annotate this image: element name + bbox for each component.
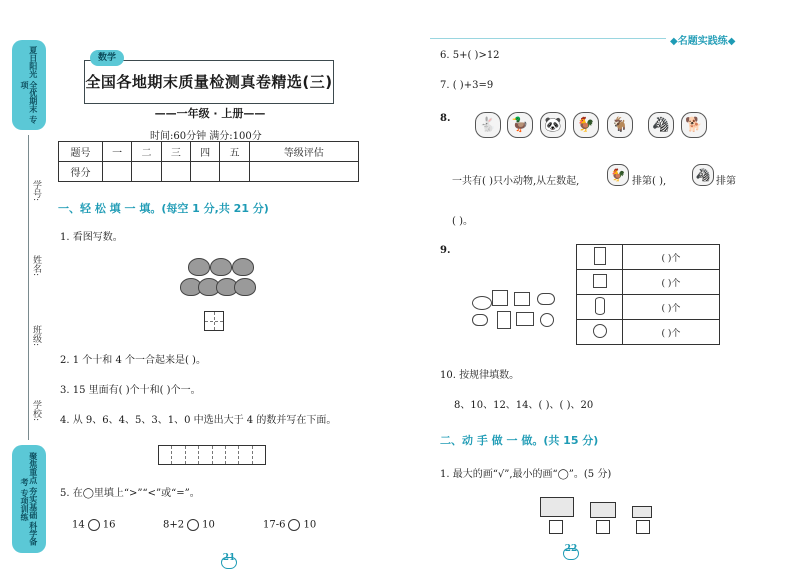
question-2: 2. 1 个十和 4 个一合起来是( )。 (60, 355, 206, 366)
compare-right: 16 (102, 519, 116, 531)
duck-icon: 🦆 (507, 112, 533, 138)
score-row-label: 得分 (59, 162, 103, 182)
sidebar-label-name: 姓名: (31, 255, 41, 277)
answer-box-q1[interactable] (204, 311, 224, 331)
answer-box-truck-2[interactable] (596, 520, 610, 534)
page-number-left: 21 (219, 553, 239, 567)
dog-icon: 🐕 (681, 112, 707, 138)
sidebar-top-badge: 夏日阳光 全优期末 专项 (12, 40, 46, 130)
medium-truck-icon (590, 502, 616, 518)
question-10-sequence: 8、10、12、14、( )、( )、20 (454, 400, 594, 411)
score-table (58, 141, 359, 182)
compare-item-1 (72, 519, 115, 531)
panda-icon: 🐼 (540, 112, 566, 138)
answer-grid-q4[interactable] (158, 445, 266, 465)
question-9-label: 9. (440, 245, 451, 256)
bird-icon (210, 258, 232, 276)
question-5: 5. 在◯里填上“>”“<”或“=”。 (60, 488, 200, 499)
cube-icon (514, 292, 530, 306)
question-8-text-3: 排第 (716, 176, 736, 187)
score-cell[interactable] (103, 162, 132, 182)
score-cell[interactable] (132, 162, 161, 182)
zebra-icon: 🦓 (648, 112, 674, 138)
question-4: 4. 从 9、6、4、5、3、1、0 中选出大于 4 的数并写在下面。 (60, 415, 337, 426)
compare-right: 10 (202, 519, 215, 531)
question-8-text: 一共有( )只小动物,从左数起, (452, 176, 580, 187)
sidebar-label-class: 班级: (31, 325, 41, 347)
cylinder-icon (537, 293, 555, 305)
question-8-label: 8. (440, 113, 451, 124)
cylinder-icon (472, 296, 492, 310)
answer-box-truck-3[interactable] (636, 520, 650, 534)
subject-badge: 数学 (90, 50, 124, 66)
cylinder-icon (472, 314, 488, 326)
cube-icon (492, 290, 508, 306)
cuboid-icon (516, 312, 534, 326)
sphere-icon (593, 324, 607, 338)
question-11: 1. 最大的画“√”,最小的画“◯”。(5 分) (440, 469, 612, 480)
cylinder-icon (595, 297, 605, 315)
count-cell[interactable]: ( )个 (623, 270, 720, 295)
score-cell[interactable] (190, 162, 219, 182)
goat-icon: 🐐 (607, 112, 633, 138)
question-8-text-4: ( )。 (452, 216, 473, 227)
bird-icon (234, 278, 256, 296)
section-2-heading: 二、动 手 做 一 做。(共 15 分) (440, 434, 599, 447)
question-10: 10. 按规律填数。 (440, 370, 520, 381)
count-cell[interactable]: ( )个 (623, 245, 720, 270)
question-7: 7. ( )+3=9 (440, 80, 494, 91)
score-cell[interactable] (249, 162, 358, 182)
small-truck-icon (632, 506, 652, 518)
cuboid-icon (497, 311, 511, 329)
question-1: 1. 看图写数。 (60, 232, 123, 243)
section-1-heading: 一、轻 松 填 一 填。(每空 1 分,共 21 分) (58, 202, 269, 215)
sidebar-label-school: 学校: (31, 400, 41, 422)
compare-left: 14 (72, 519, 85, 531)
score-cell[interactable] (161, 162, 190, 182)
rabbit-icon: 🐇 (475, 112, 501, 138)
bird-icon (188, 258, 210, 276)
question-8-text-2: 排第( ), (632, 176, 667, 187)
compare-circle[interactable] (288, 519, 300, 531)
cuboid-shape-cell (577, 245, 623, 270)
sphere-shape-cell (577, 320, 623, 345)
rooster-icon: 🐓 (607, 164, 629, 186)
compare-item-2 (163, 519, 215, 531)
question-6: 6. 5+( )>12 (440, 50, 500, 61)
grade-label: ——一年级 · 上册—— (154, 107, 266, 120)
compare-right: 10 (303, 519, 317, 531)
question-3: 3. 15 里面有( )个十和( )个一。 (60, 385, 201, 396)
score-header: 四 (190, 142, 219, 162)
compare-item-3 (263, 519, 316, 531)
sidebar-label-student-id: 学号: (31, 180, 41, 202)
score-header: 五 (220, 142, 249, 162)
answer-box-truck-1[interactable] (549, 520, 563, 534)
score-header: 三 (161, 142, 190, 162)
time-score-label: 时间:60分钟 满分:100分 (150, 131, 262, 142)
right-page-header: ◆名题实践练◆ (670, 36, 736, 47)
sphere-icon (540, 313, 554, 327)
bird-icon (232, 258, 254, 276)
cube-shape-cell (577, 270, 623, 295)
score-header: 等级评估 (249, 142, 358, 162)
page-number-right: 22 (561, 544, 581, 558)
sidebar-bottom-badge: 聚焦重点 夯实基础 科学备考 专项训练 (12, 445, 46, 553)
page-title: 全国各地期末质量检测真卷精选(三) (85, 73, 333, 91)
score-header: 题号 (59, 142, 103, 162)
score-header: 一 (103, 142, 132, 162)
large-truck-icon (540, 497, 574, 517)
compare-left: 8+2 (163, 519, 185, 531)
count-cell[interactable]: ( )个 (623, 320, 720, 345)
score-cell[interactable] (220, 162, 249, 182)
score-header: 二 (132, 142, 161, 162)
count-cell[interactable]: ( )个 (623, 295, 720, 320)
cube-icon (593, 274, 607, 288)
sidebar-divider-line (28, 135, 29, 440)
cylinder-shape-cell (577, 295, 623, 320)
cuboid-icon (594, 247, 606, 265)
zebra-icon: 🦓 (692, 164, 714, 186)
compare-left: 17-6 (263, 519, 286, 531)
compare-circle[interactable] (187, 519, 199, 531)
title-box (84, 60, 334, 104)
rooster-icon: 🐓 (573, 112, 599, 138)
header-divider (430, 38, 666, 39)
compare-circle[interactable] (88, 519, 100, 531)
shapes-count-table (576, 244, 720, 345)
